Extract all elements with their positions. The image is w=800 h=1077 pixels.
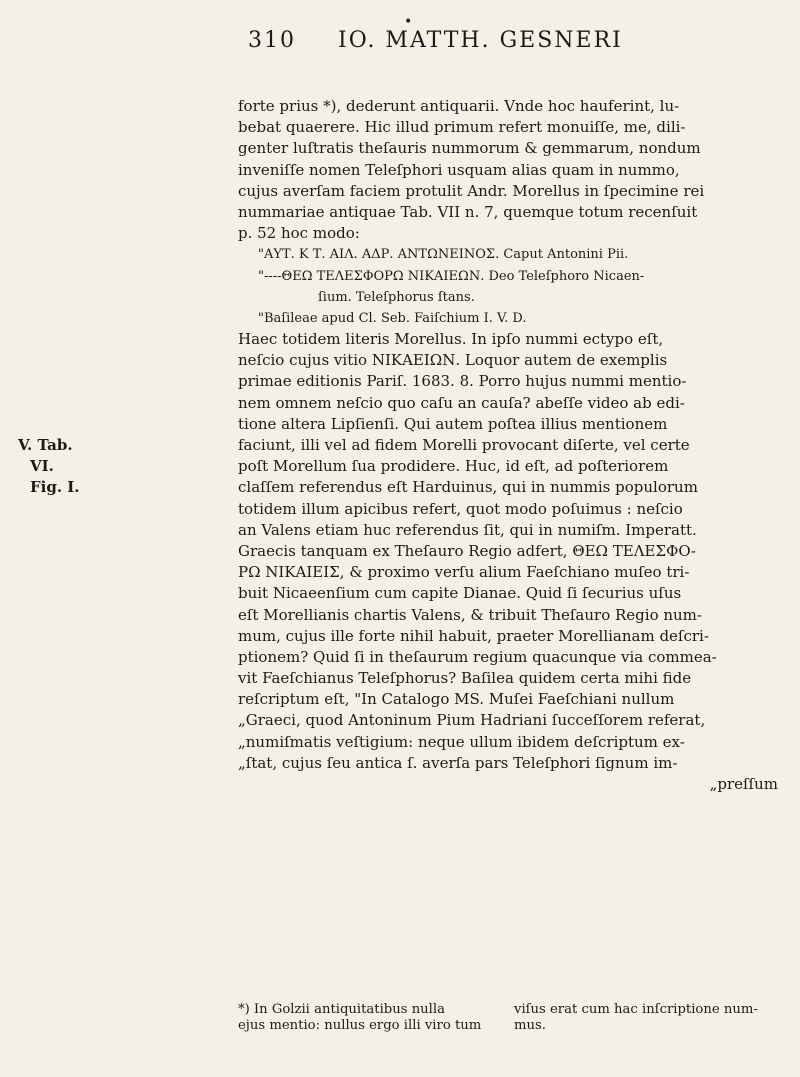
running-title: IO. MATTH. GESNERI xyxy=(338,28,623,53)
body-line: neſcio cujus vitio ΝΙΚΑΕΙΩΝ. Loquor autem de exemplis xyxy=(238,351,668,370)
body-line: ſium. Teleſphorus ſtans. xyxy=(318,289,475,305)
margin-note-figure: Fig. I. xyxy=(30,478,80,496)
body-line: "----ΘΕΩ ΤΕΛΕΣΦΟΡΩ ΝΙΚΑΙΕΩΝ. Deo Teleſphoro Nicaen- xyxy=(258,268,645,284)
margin-note-number: VI. xyxy=(30,457,54,475)
footnote-line: *) In Golzii antiquitatibus nulla xyxy=(238,1002,445,1017)
top-mark: • xyxy=(404,14,415,30)
body-line: „Graeci, quod Antoninum Pium Hadriani ſucceſſorem referat, xyxy=(238,711,706,730)
body-line: poſt Morellum ſua prodidere. Huc, id eſt, ad poſteriorem xyxy=(238,457,669,476)
body-line: reſcriptum eſt, "In Catalogo MS. Muſei Faeſchiani nullum xyxy=(238,690,675,709)
body-line: "Baſileae apud Cl. Seb. Faiſchium I. V. D. xyxy=(258,310,527,326)
page-number: 310 xyxy=(248,28,296,53)
footnote-left xyxy=(238,1002,508,1034)
body-line: mum, cujus ille forte nihil habuit, praeter Morellianam deſcri- xyxy=(238,626,709,645)
body-line: Haec totidem literis Morellus. In ipſo nummi ectypo eſt, xyxy=(238,330,664,349)
body-line: primae editionis Pariſ. 1683. 8. Porro hujus nummi mentio- xyxy=(238,372,687,391)
body-line: buit Nicaeenſium cum capite Dianae. Quid ſi ſecurius uſus xyxy=(238,584,682,603)
body-line: ptionem? Quid ſi in theſaurum regium quacunque via commea- xyxy=(238,647,717,666)
body-line: vit Faeſchianus Teleſphorus? Baſilea quidem certa mihi fide xyxy=(238,669,692,688)
body-line: Graecis tanquam ex Theſauro Regio adfert, ΘΕΩ ΤΕΛΕΣΦΟ- xyxy=(238,541,696,560)
body-line: bebat quaerere. Hic illud primum refert monuiſſe, me, dili- xyxy=(238,118,686,137)
body-line: eſt Morellianis chartis Valens, & tribuit Theſauro Regio num- xyxy=(238,605,702,624)
body-line: p. 52 hoc modo: xyxy=(238,224,360,243)
body-line: „preſſum xyxy=(709,775,778,793)
body-line: an Valens etiam huc referendus ſit, qui in numiſm. Imperatt. xyxy=(238,520,697,539)
body-text xyxy=(238,96,778,795)
body-line: „numiſmatis veſtigium: neque ullum ibidem deſcriptum ex- xyxy=(238,732,685,751)
body-line: faciunt, illi vel ad fidem Morelli provocant diſerte, vel certe xyxy=(238,436,690,454)
body-line: nummariae antiquae Tab. VII n. 7, quemque totum recenſuit xyxy=(238,202,698,221)
footnote-line: mus. xyxy=(514,1018,546,1033)
footnote-line: viſus erat cum hac inſcriptione num- xyxy=(514,1002,758,1017)
page-header xyxy=(248,14,768,64)
body-line: inveniſſe nomen Teleſphori usquam alias quam in nummo, xyxy=(238,160,680,179)
body-line: tione altera Lipſienſi. Qui autem poſtea illius mentionem xyxy=(238,414,668,433)
footnote-right xyxy=(514,1002,778,1034)
body-line: claſſem referendus eſt Harduinus, qui in nummis populorum xyxy=(238,478,698,497)
body-line: cujus averſam faciem protulit Andr. Morellus in ſpecimine rei xyxy=(238,181,705,200)
margin-note-tab: V. Tab. xyxy=(18,436,73,454)
body-line: totidem illum apicibus refert, quot modo poſuimus : neſcio xyxy=(238,499,683,518)
body-line: „ſtat, cujus ſeu antica ſ. averſa pars Teleſphori ſignum im- xyxy=(238,753,678,772)
body-line: nem omnem neſcio quo caſu an cauſa? abeſſe video ab edi- xyxy=(238,393,685,412)
body-line: forte prius *), dederunt antiquarii. Vnde hoc hauferint, lu- xyxy=(238,97,680,115)
body-line: ΡΩ ΝΙΚΑΙΕΙΣ, & proximo verſu alium Faeſchiano muſeo tri- xyxy=(238,563,690,582)
body-line: "ΑΥΤ. Κ Τ. ΑΙΛ. ΑΔΡ. ΑΝΤΩΝΕΙΝΟΣ. Caput Antonini Pii. xyxy=(258,247,629,263)
footnote-line: ejus mentio: nullus ergo illi viro tum xyxy=(238,1018,482,1033)
body-line: genter luſtratis theſauris nummorum & gemmarum, nondum xyxy=(238,139,701,158)
